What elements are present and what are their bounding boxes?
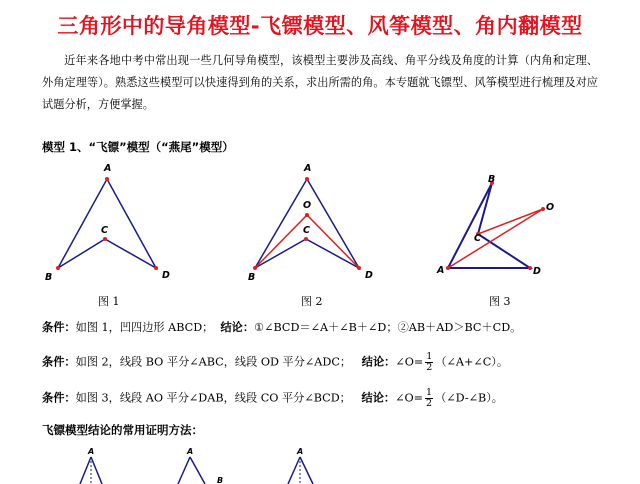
conclusion-label: 结论：: [361, 391, 396, 405]
conclusion-suffix: （∠A+∠C）。: [435, 355, 509, 369]
fraction-half: $\frac{1}{2}$: [426, 387, 433, 409]
figure-2-diagram: [240, 158, 390, 288]
figure-1-caption: 图 1: [98, 295, 120, 308]
fig1-label-a: A: [104, 163, 112, 174]
proof-figures-strip: [60, 443, 360, 484]
proof-methods-heading: 飞镖模型结论的常用证明方法：: [42, 423, 203, 437]
model-1-heading: 模型 1、“飞镖”模型（“燕尾”模型）: [42, 140, 234, 154]
condition-label: 条件：: [42, 391, 76, 405]
bottom-label-a3: A: [297, 447, 304, 456]
fig2-label-c: C: [303, 225, 310, 236]
page-title: 三角形中的导角模型-飞镖模型、风筝模型、角内翻模型: [57, 14, 583, 38]
conclusion-prefix: ∠O=: [395, 355, 424, 369]
fig2-label-b: B: [248, 272, 256, 283]
bottom-label-a1: A: [88, 447, 95, 456]
conclusion-label: 结论：: [361, 355, 396, 369]
condition-label: 条件：: [42, 355, 76, 369]
fig1-label-d: D: [162, 270, 170, 281]
bottom-label-b: B: [217, 476, 224, 484]
figure-1-diagram: [40, 158, 190, 288]
condition-row-2: [42, 352, 508, 373]
condition-row-1: [42, 319, 521, 335]
fig3-label-c: C: [474, 233, 481, 244]
conclusion-label: 结论：: [220, 321, 255, 334]
condition-row-3: [42, 388, 503, 409]
condition-label: 条件：: [42, 321, 76, 334]
condition-text: 如图 1，凹四边形 ABCD；: [75, 321, 214, 334]
intro-paragraph: [42, 50, 598, 116]
figure-2-caption: 图 2: [301, 295, 323, 308]
fig1-label-c: C: [101, 225, 108, 236]
condition-text: 如图 2，线段 BO 平分∠ABC，线段 OD 平分∠ADC；: [75, 355, 352, 369]
fig3-label-a: A: [437, 265, 445, 276]
bottom-label-a2: A: [187, 447, 194, 456]
figure-3-diagram: [430, 170, 570, 285]
fig3-label-b: B: [488, 174, 496, 185]
fig1-label-b: B: [45, 272, 53, 283]
fig3-label-d: D: [533, 266, 541, 277]
conclusion-text: ①∠BCD＝∠A＋∠B＋∠D；②AB＋AD＞BC＋CD。: [254, 321, 522, 334]
condition-text: 如图 3，线段 AO 平分∠DAB，线段 CO 平分∠BCD；: [75, 391, 351, 405]
intro-text: 近年来各地中考中常出现一些几何导角模型，该模型主要涉及高线、角平分线及角度的计算（内角和定理、外角定理等）。熟悉这些模型可以快速得到角的关系，求出所需的角。本专题就飞镖型、风筝模型进行梳理及对应试题分析，方便掌握。: [42, 54, 598, 111]
fig2-label-o: O: [303, 200, 312, 211]
fig2-label-d: D: [365, 270, 373, 281]
conclusion-prefix: ∠O=: [395, 391, 424, 405]
conclusion-suffix: （∠D-∠B）。: [435, 391, 503, 405]
fraction-half: $\frac{1}{2}$: [426, 351, 433, 373]
figure-3-caption: 图 3: [489, 295, 511, 308]
fig3-label-o: O: [546, 202, 555, 213]
fig2-label-a: A: [304, 163, 312, 174]
